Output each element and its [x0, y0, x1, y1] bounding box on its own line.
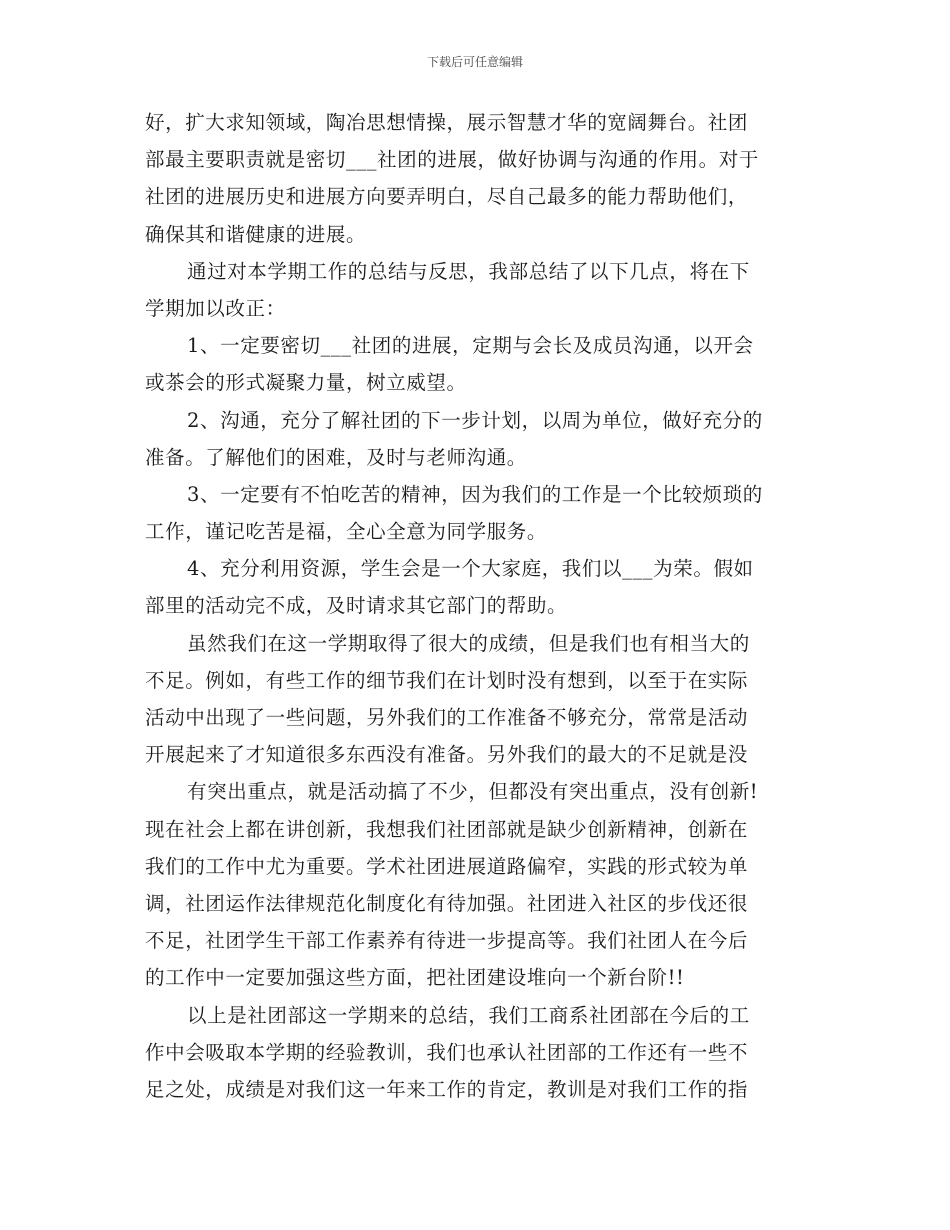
text-line: 不足，社团学生干部工作素养有待进一步提高等。我们社团人在今后: [145, 929, 749, 953]
text-line: 4、充分利用资源，学生会是一个大家庭，我们以___为荣。假如: [187, 557, 754, 581]
text-line: 学期加以改正：: [145, 296, 286, 320]
text-line: 作中会吸取本学期的经验教训，我们也承认社团部的工作还有一些不: [145, 1040, 749, 1064]
text-line: 我们的工作中尤为重要。学术社团进展道路偏窄，实践的形式较为单: [145, 854, 749, 878]
document-body: [145, 104, 810, 1108]
text-line: 2、沟通，充分了解社团的下一步计划，以周为单位，做好充分的: [187, 408, 763, 432]
text-line: 以上是社团部这一学期来的总结，我们工商系社团部在今后的工: [187, 1003, 750, 1027]
text-line: 部里的活动完不成，及时请求其它部门的帮助。: [145, 594, 568, 618]
text-line: 工作，谨记吃苦是福，全心全意为同学服务。: [145, 520, 548, 544]
text-line: 现在社会上都在讲创新，我想我们社团部就是缺少创新精神，创新在: [145, 817, 749, 841]
text-line: 足之处，成绩是对我们这一年来工作的肯定，教训是对我们工作的指: [145, 1077, 749, 1101]
text-line: 通过对本学期工作的总结与反思，我部总结了以下几点，将在下: [187, 259, 750, 283]
text-line: 准备。了解他们的困难，及时与老师沟通。: [145, 445, 527, 469]
text-line: 虽然我们在这一学期取得了很大的成绩，但是我们也有相当大的: [187, 631, 750, 655]
text-line: 活动中出现了一些问题，另外我们的工作准备不够充分，常常是活动: [145, 706, 749, 729]
text-line: 好，扩大求知领域，陶冶思想情操，展示智慧才华的宽阔舞台。社团: [145, 111, 749, 134]
text-line: 调，社团运作法律规范化制度化有待加强。社团进入社区的步伐还很: [145, 891, 749, 915]
text-line: 有突出重点，就是活动搞了不少，但都没有突出重点，没有创新!: [187, 780, 759, 804]
text-line: 的工作中一定要加强这些方面，把社团建设堆向一个新台阶!!: [145, 966, 685, 990]
text-line: 部最主要职责就是密切___社团的进展，做好协调与沟通的作用。对于: [145, 148, 759, 172]
text-line: 开展起来了才知道很多东西没有准备。另外我们的最大的不足就是没: [145, 743, 749, 767]
text-line: 不足。例如，有些工作的细节我们在计划时没有想到，以至于在实际: [145, 668, 749, 692]
text-line: 3、一定要有不怕吃苦的精神，因为我们的工作是一个比较烦琐的: [187, 482, 763, 506]
text-line: 社团的进展历史和进展方向要弄明白，尽自己最多的能力帮助他们，: [145, 185, 749, 209]
page-header-note: 下载后可任意编辑: [426, 55, 523, 69]
text-line: 或茶会的形式凝聚力量，树立威望。: [145, 371, 467, 395]
text-line: 确保其和谐健康的进展。: [145, 222, 367, 246]
text-line: 1、一定要密切___社团的进展，定期与会长及成员沟通，以开会: [187, 334, 754, 358]
